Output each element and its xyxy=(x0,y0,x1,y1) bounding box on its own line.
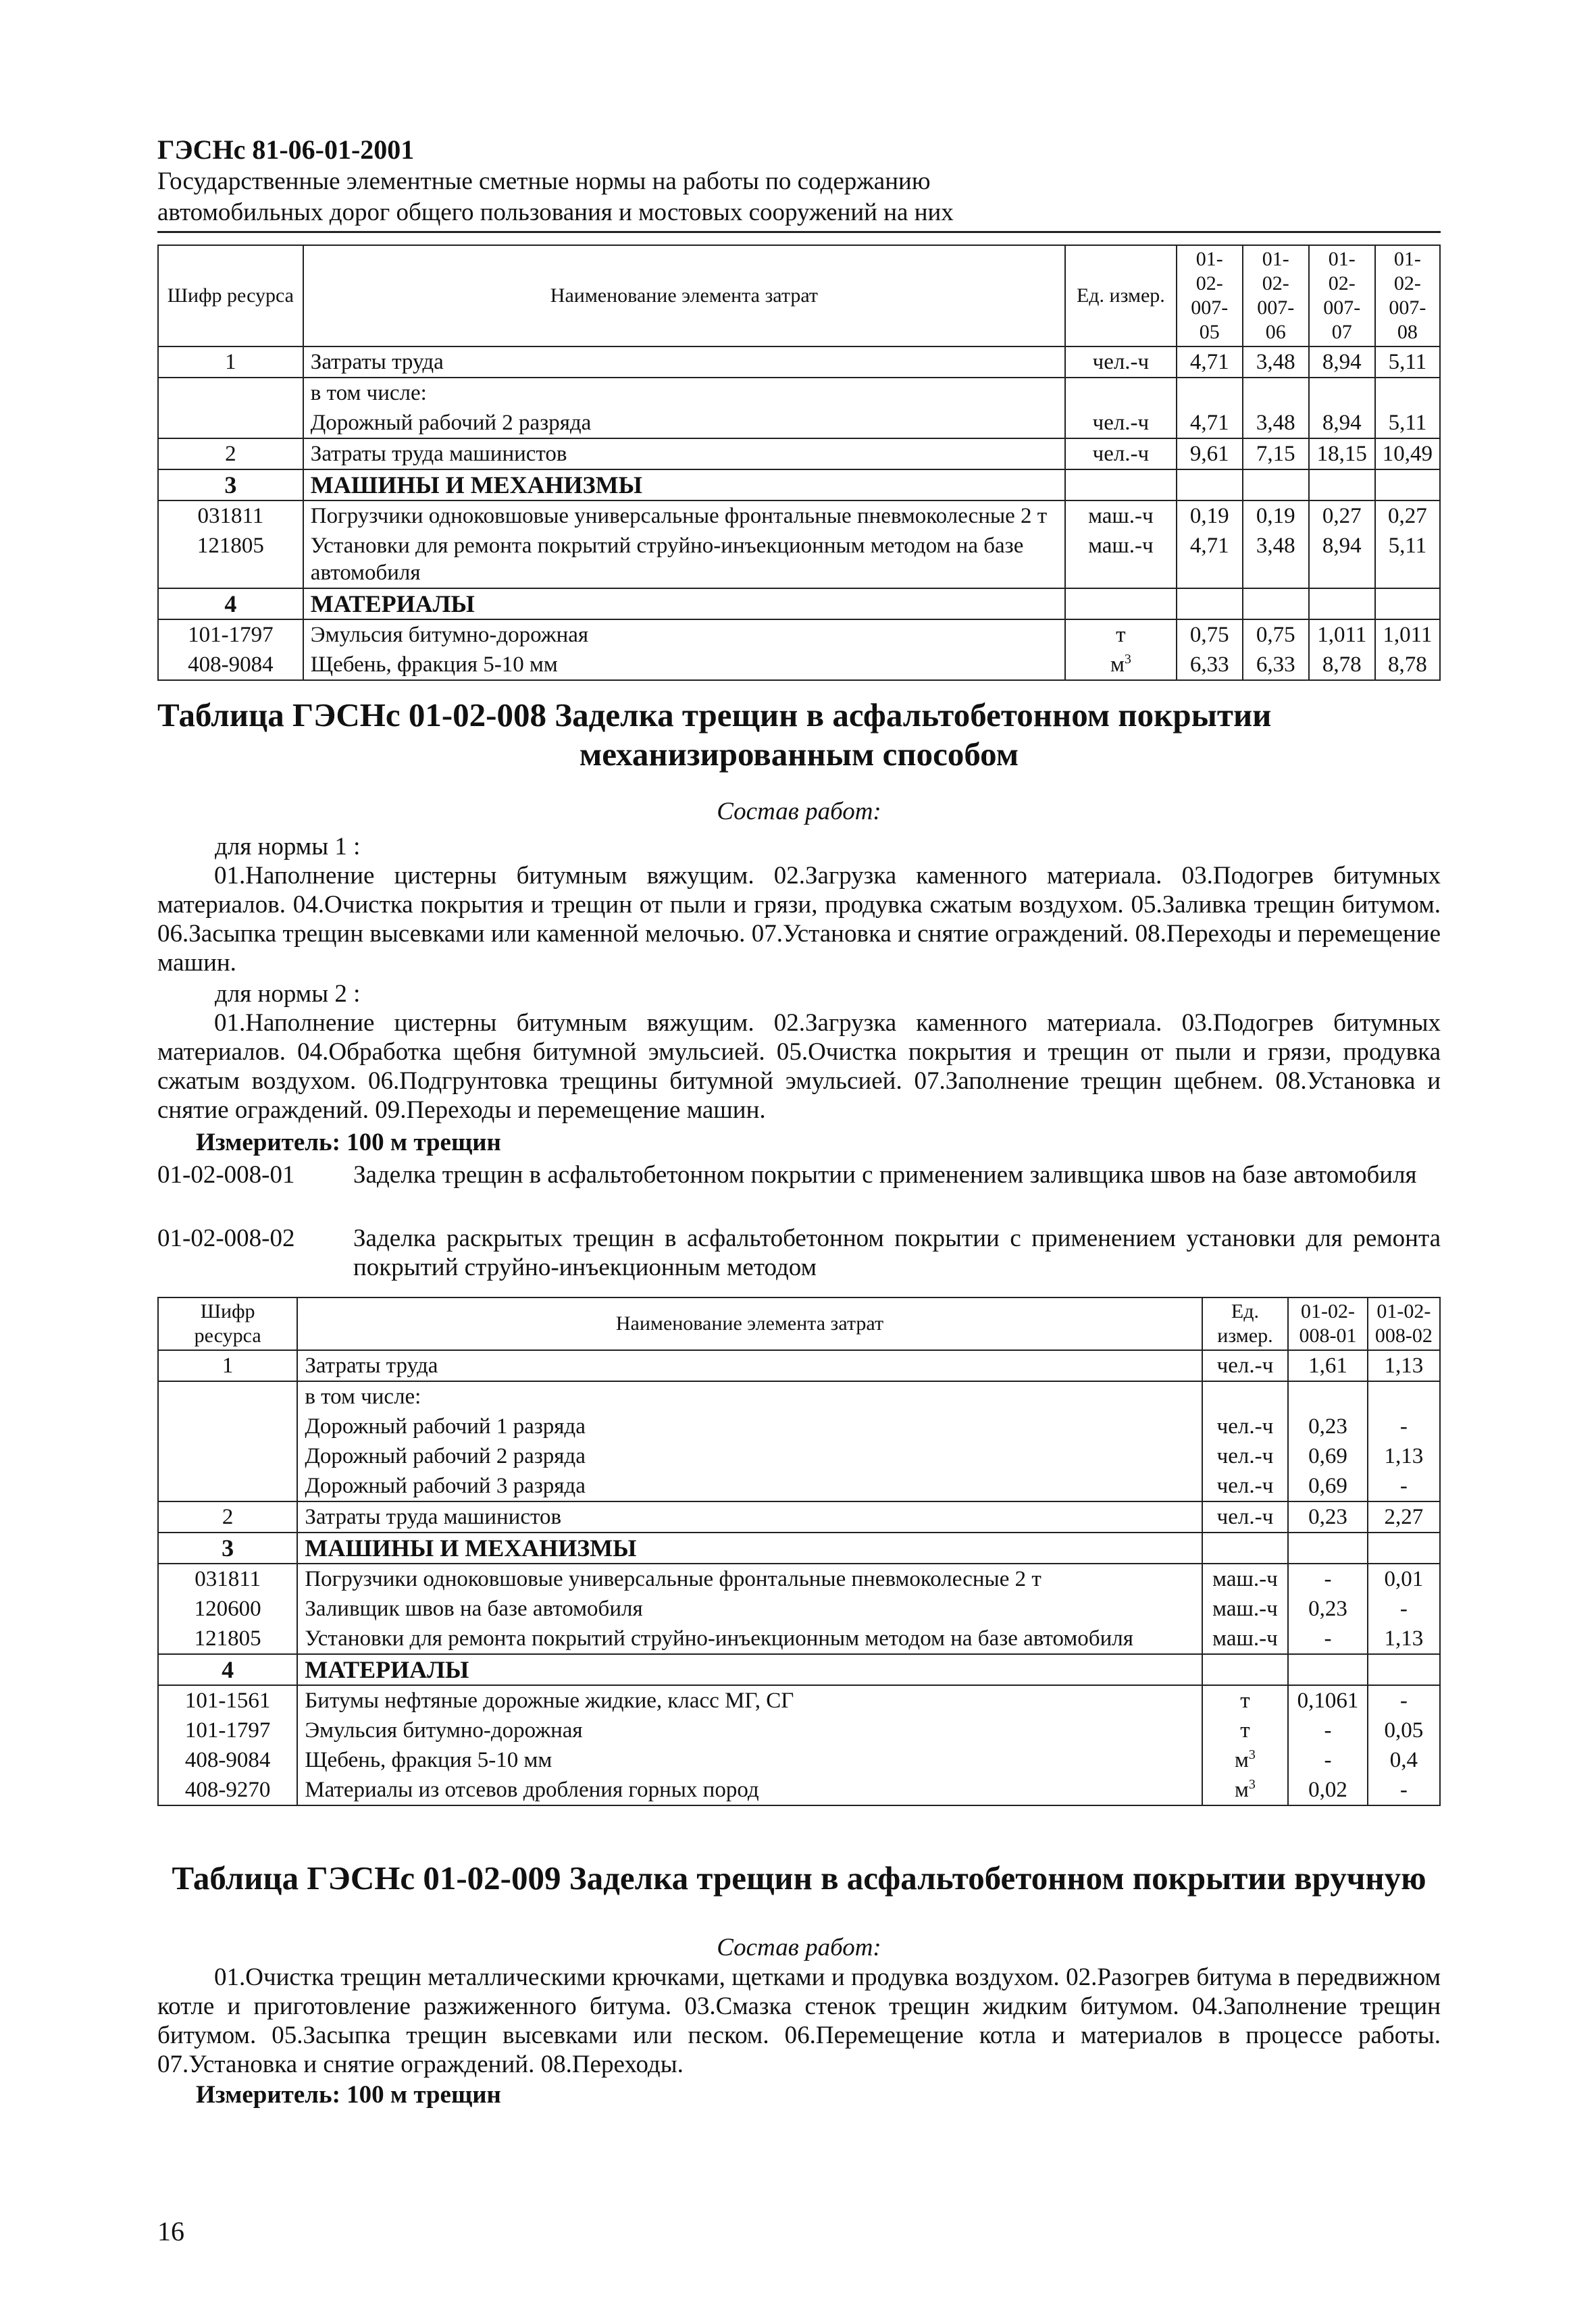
table-row: в том числе: xyxy=(158,378,1440,408)
norm-description: Заделка раскрытых трещин в асфальтобетонном покрытии с применением установки для ремонта покрытий струйно-инъекционным методом xyxy=(353,1225,1441,1281)
table-row: 031811 Погрузчики одноковшовые универсальные фронтальные пневмоколесные 2 т маш.-ч 0,19 0,19 0,27 0,27 xyxy=(158,500,1440,531)
norm2-label: для нормы 2 : xyxy=(215,980,361,1008)
table-row: 120600 Заливщик швов на базе автомобиля маш.-ч 0,23 - xyxy=(158,1594,1440,1624)
table-title-009: Таблица ГЭСНс 01-02-009 Заделка трещин в асфальтобетонном покрытии вручную xyxy=(172,1859,1426,1897)
measure-009: Измеритель: 100 м трещин xyxy=(196,2081,501,2109)
norm1-label: для нормы 1 : xyxy=(215,833,361,860)
table-row: 2 Затраты труда машинистов чел.-ч 9,61 7,15 18,15 10,49 xyxy=(158,438,1440,469)
header-rule xyxy=(157,231,1441,233)
table-row: 408-9084 Щебень, фракция 5-10 мм $м^3$ - 0,4 xyxy=(158,1745,1440,1775)
norm-code: 01-02-008-02 xyxy=(157,1225,295,1252)
table-row: 121805 Установки для ремонта покрытий струйно-инъекционным методом на базе автомобиля маш.-ч 4,71 3,48 8,94 5,11 xyxy=(158,531,1440,588)
section-row-machines: 3 МАШИНЫ И МЕХАНИЗМЫ xyxy=(158,469,1440,500)
table-row: Дорожный рабочий 3 разряда чел.-ч 0,69 - xyxy=(158,1471,1440,1501)
work-composition-label: Состав работ: xyxy=(717,1934,881,1961)
norm-description: Заделка трещин в асфальтобетонном покрытии с применением заливщика швов на базе автомобиля xyxy=(353,1161,1417,1189)
section-row-materials: 4 МАТЕРИАЛЫ xyxy=(158,1654,1440,1685)
norm-code-row xyxy=(157,1160,1441,1189)
document-header xyxy=(157,134,1441,228)
table-row: 1 Затраты труда чел.-ч 4,71 3,48 8,94 5,11 xyxy=(158,346,1440,378)
page-number: 16 xyxy=(157,2216,184,2246)
table-row: 101-1561 Битумы нефтяные дорожные жидкие, класс МГ, СГ т 0,1061 - xyxy=(158,1685,1440,1716)
table-row: 2 Затраты труда машинистов чел.-ч 0,23 2,27 xyxy=(158,1501,1440,1533)
col-header-norm: 01-02-007-08 xyxy=(1375,245,1440,346)
norm-code: 01-02-008-01 xyxy=(157,1161,295,1189)
col-header-unit: Ед. измер. xyxy=(1065,245,1177,346)
work-composition-text-009: 01.Очистка трещин металлическими крючками, щетками и продувка воздухом. 02.Разогрев битума в передвижном котле и приготовление разжиженного битума. 03.Смазка стенок трещин жидким битумом. 04.Заполнение трещин битумом. 05.Засыпка трещин высевками или песком. 06.Перемещение котла и материалов в процессе работы. 07.Установка и снятие ограждений. 08.Переходы. xyxy=(157,1963,1441,2078)
table-row: в том числе: xyxy=(158,1381,1440,1412)
section-row-machines: 3 МАШИНЫ И МЕХАНИЗМЫ xyxy=(158,1533,1440,1564)
col-header-name: Наименование элемента затрат xyxy=(297,1297,1202,1350)
document-subtitle-line-1: Государственные элементные сметные нормы на работы по содержанию xyxy=(157,168,931,195)
table-row: 408-9084 Щебень, фракция 5-10 мм $м^3$ 6,33 6,33 8,78 8,78 xyxy=(158,650,1440,680)
document-subtitle-line-2: автомобильных дорог общего пользования и мостовых сооружений на них xyxy=(157,199,954,226)
col-header-name: Наименование элемента затрат xyxy=(303,245,1065,346)
table-row: Дорожный рабочий 2 разряда чел.-ч 4,71 3,48 8,94 5,11 xyxy=(158,408,1440,438)
table-row: 121805 Установки для ремонта покрытий струйно-инъекционным методом на базе автомобиля маш.-ч - 1,13 xyxy=(158,1624,1440,1654)
table-row: 1 Затраты труда чел.-ч 1,61 1,13 xyxy=(158,1350,1440,1381)
col-header-norm: 01-02-008-01 xyxy=(1288,1297,1368,1350)
col-header-norm: 01-02-008-02 xyxy=(1368,1297,1440,1350)
work-composition-label: Состав работ: xyxy=(717,798,881,825)
col-header-code: Шифр ресурса xyxy=(158,245,303,346)
norm1-text: 01.Наполнение цистерны битумным вяжущим. 02.Загрузка каменного материала. 03.Подогрев битумных материалов. 04.Очистка покрытия и трещин от пыли и грязи, продувка сжатым воздухом. 05.Заливка трещин битумом. 06.Засыпка трещин высевками или каменной мелочью. 07.Установка и снятие ограждений. 08.Переходы и перемещение машин. xyxy=(157,862,1441,977)
col-header-norm: 01-02-007-05 xyxy=(1177,245,1243,346)
col-header-norm: 01-02-007-07 xyxy=(1309,245,1375,346)
col-header-norm: 01-02-007-06 xyxy=(1243,245,1309,346)
resource-table-007 xyxy=(157,245,1441,681)
table-row: Дорожный рабочий 1 разряда чел.-ч 0,23 - xyxy=(158,1412,1440,1441)
norm2-text: 01.Наполнение цистерны битумным вяжущим. 02.Загрузка каменного материала. 03.Подогрев битумных материалов. 04.Обработка щебня битумной эмульсией. 05.Очистка покрытия и трещин от пыли и грязи, продувка сжатым воздухом. 06.Подгрунтовка трещины битумной эмульсией. 07.Заполнение трещин щебнем. 08.Установка и снятие ограждений. 09.Переходы и перемещение машин. xyxy=(157,1009,1441,1124)
col-header-unit: Ед. измер. xyxy=(1202,1297,1289,1350)
norm-code-row xyxy=(157,1224,1441,1282)
table-row: 101-1797 Эмульсия битумно-дорожная т - 0,05 xyxy=(158,1716,1440,1745)
measure-008: Измеритель: 100 м трещин xyxy=(196,1129,501,1156)
col-header-code: Шифр ресурса xyxy=(158,1297,297,1350)
table-row: 101-1797 Эмульсия битумно-дорожная т 0,75 0,75 1,011 1,011 xyxy=(158,619,1440,650)
table-header-row xyxy=(158,1297,1440,1350)
document-code: ГЭСНс 81-06-01-2001 xyxy=(157,134,415,165)
table-row: Дорожный рабочий 2 разряда чел.-ч 0,69 1,13 xyxy=(158,1441,1440,1471)
section-row-materials: 4 МАТЕРИАЛЫ xyxy=(158,588,1440,619)
resource-table-008 xyxy=(157,1297,1441,1806)
table-header-row xyxy=(158,245,1440,346)
table-row: 031811 Погрузчики одноковшовые универсальные фронтальные пневмоколесные 2 т маш.-ч - 0,01 xyxy=(158,1564,1440,1594)
table-row: 408-9270 Материалы из отсевов дробления горных пород $м^3$ 0,02 - xyxy=(158,1775,1440,1805)
table-title-008: Таблица ГЭСНс 01-02-008 Заделка трещин в асфальтобетонном покрытии механизированным способом xyxy=(157,696,1272,773)
